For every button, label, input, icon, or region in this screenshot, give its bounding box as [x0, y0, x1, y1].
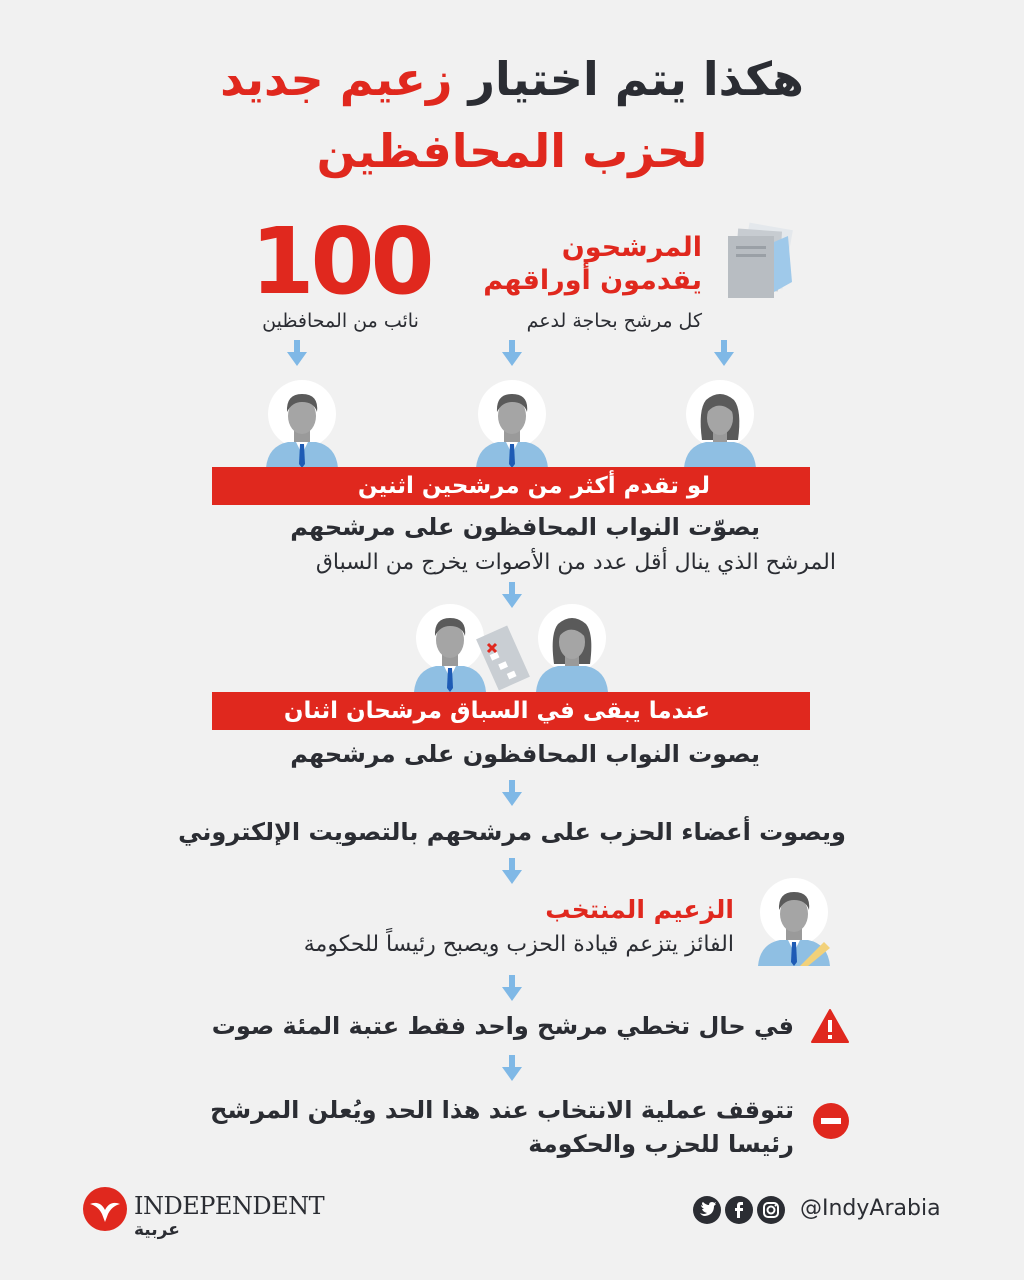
male-avatar-icon [262, 380, 342, 472]
title-highlight: زعيم جديد [220, 52, 453, 106]
down-arrow-icon [500, 340, 524, 372]
members-vote-text: ويصوت أعضاء الحزب على مرشحهم بالتصويت الإلكتروني [178, 818, 846, 846]
ballot-icon [474, 624, 534, 698]
down-arrow-icon [500, 858, 524, 890]
candidates-sub: كل مرشح بحاجة لدعم [526, 310, 702, 332]
elected-leader-title: الزعيم المنتخب [545, 895, 734, 924]
candidates-title-a: المرشحون [561, 232, 702, 263]
page-title [0, 52, 1024, 106]
female-avatar-icon [680, 380, 760, 472]
male-avatar-icon [472, 380, 552, 472]
brand-sub: عربية [134, 1220, 180, 1240]
social-handle[interactable]: @IndyArabia [800, 1196, 941, 1221]
mps-vote-text: يصوّت النواب المحافظون على مرشحهم [290, 513, 760, 541]
social-icons [693, 1196, 785, 1228]
elected-leader-text: الفائز يتزعم قيادة الحزب ويصبح رئيساً للحكومة [303, 932, 734, 957]
brand-name: INDEPENDENT [134, 1192, 325, 1220]
election-stops-text-1: تتوقف عملية الانتخاب عند هذا الحد ويُعلن المرشح [210, 1096, 794, 1124]
down-arrow-icon [500, 582, 524, 614]
election-stops-text-2: رئيسا للحزب والحكومة [528, 1130, 794, 1158]
candidates-block [470, 232, 702, 332]
lowest-votes-text: المرشح الذي ينال أقل عدد من الأصوات يخرج من السباق [315, 550, 836, 575]
warning-icon [810, 1008, 850, 1048]
twitter-icon[interactable] [693, 1196, 721, 1228]
facebook-icon[interactable] [725, 1196, 753, 1228]
leader-avatar-icon [754, 878, 834, 970]
female-avatar-icon [532, 604, 612, 696]
stop-icon [812, 1102, 850, 1144]
eagle-logo-icon [82, 1186, 128, 1236]
mp-count: 100 [250, 208, 431, 315]
documents-icon [722, 222, 796, 304]
down-arrow-icon [500, 1055, 524, 1087]
candidates-title-b: يقدمون أوراقهم [483, 265, 702, 296]
down-arrow-icon [500, 780, 524, 812]
page-subtitle: لحزب المحافظين [316, 124, 708, 178]
down-arrow-icon [500, 975, 524, 1007]
mps-vote-final-text: يصوت النواب المحافظون على مرشحهم [290, 740, 760, 768]
down-arrow-icon [285, 340, 309, 372]
banner-two-remain: عندما يبقى في السباق مرشحان اثنان [212, 692, 810, 730]
banner-more-than-two: لو تقدم أكثر من مرشحين اثنين [212, 467, 810, 505]
mp-label: نائب من المحافظين [262, 310, 419, 332]
title-prefix: هكذا يتم اختيار [468, 52, 804, 106]
down-arrow-icon [712, 340, 736, 372]
threshold-text: في حال تخطي مرشح واحد فقط عتبة المئة صوت [211, 1012, 794, 1040]
instagram-icon[interactable] [757, 1196, 785, 1228]
